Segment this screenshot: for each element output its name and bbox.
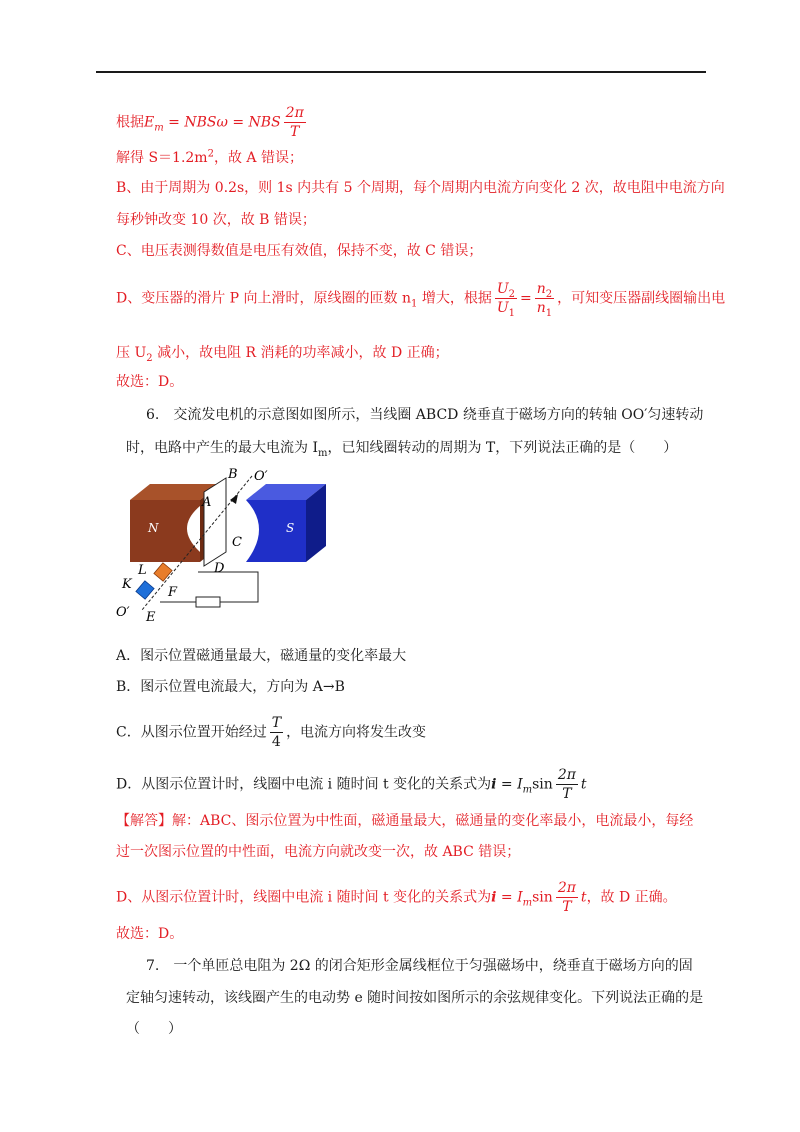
line7-tail: 减小，故电阻 R 消耗的功率减小，故 D 正确； — [152, 345, 449, 361]
solution-answer-prev: 故选：D。 — [116, 374, 184, 390]
ans-sin: sin — [532, 889, 553, 906]
u-num-sub: 2 — [508, 288, 516, 300]
label-f: F — [168, 585, 178, 600]
ans-eq: = I — [496, 889, 523, 906]
optd-sin: sin — [532, 776, 553, 793]
q6-stem2-tail: ，已知线圈转动的周期为 T，下列说法正确的是（ ） — [327, 440, 678, 456]
answer-text-1: 解：ABC、图示位置为中性面，磁通量最大，磁通量的变化率最小，电流最小，每经 — [172, 813, 694, 829]
label-n: N — [148, 521, 159, 535]
q7-stem-line-3: （ ） — [126, 1021, 182, 1037]
label-a: A — [202, 495, 212, 510]
n-num-sub: 2 — [545, 288, 553, 300]
line6-tail: ，可知变压器副线圈输出电 — [557, 290, 726, 307]
resistor — [196, 597, 220, 607]
ratio-eq: = — [520, 290, 532, 307]
formula-mid: = NBSω = NBS — [163, 114, 281, 131]
optd-i: i — [491, 776, 497, 793]
generator-diagram — [112, 466, 332, 626]
ans-t: t — [580, 889, 587, 906]
ans-i: i — [491, 889, 497, 906]
line2-sup: 2 — [207, 148, 214, 160]
optd-fraction — [556, 766, 578, 803]
slip-ring-l — [154, 563, 172, 581]
q6-option-b: B．图示位置电流最大，方向为 A→B — [116, 679, 345, 695]
formula-em-line — [116, 104, 309, 141]
label-s: S — [286, 521, 295, 535]
fraction-2pi-T — [284, 104, 306, 141]
line6-sub: 1 — [411, 298, 418, 310]
optc-fraction — [270, 714, 283, 751]
solution-line-2 — [116, 148, 303, 168]
frac-den: T — [290, 124, 300, 140]
optd-eq: = I — [496, 776, 523, 793]
optd-sub: m — [522, 784, 533, 796]
coil-abcd — [204, 478, 226, 566]
ans-sub: m — [522, 897, 533, 909]
n-num: n — [536, 281, 546, 297]
optd-text: D．从图示位置计时，线圈中电流 i 随时间 t 变化的关系式为 — [116, 776, 492, 793]
brush-k — [136, 581, 154, 599]
q6-stem-line-1: 6. 交流发电机的示意图如图所示，当线圈 ABCD 绕垂直于磁场方向的转轴 OO′匀速转动 — [146, 407, 704, 423]
line6-mid: 增大，根据 — [417, 290, 492, 307]
ans-num: 2π — [557, 880, 576, 896]
answer3-tail: ，故 D 正确。 — [586, 889, 677, 906]
line6-text: D、变压器的滑片 P 向上滑时，原线圈的匝数 n — [116, 290, 412, 307]
line2-tail: ，故 A 错误； — [213, 150, 303, 166]
solution-line-5: C、电压表测得数值是电压有效值，保持不变，故 C 错误； — [116, 243, 483, 259]
u-num: U — [496, 281, 509, 297]
rotation-arrow — [230, 494, 238, 504]
optc-num: T — [271, 715, 282, 731]
ans-den: T — [562, 899, 572, 915]
label-l: L — [138, 563, 147, 578]
q7-stem-line-2: 定轴匀速转动，该线圈产生的电动势 e 随时间按如图所示的余弦规律变化。下列说法正确的是 — [126, 990, 704, 1006]
n-den-sub: 1 — [545, 307, 553, 319]
u-den-sub: 1 — [508, 307, 516, 319]
line7-text: 压 U — [116, 345, 147, 361]
em-symbol: E — [144, 114, 155, 131]
optd-num: 2π — [557, 767, 576, 783]
q6-stem2-sub: m — [317, 447, 328, 459]
label-e: E — [146, 610, 156, 625]
label-b: B — [228, 467, 238, 482]
q6-option-a: A．图示位置磁通量最大，磁通量的变化率最大 — [116, 648, 407, 664]
q6-answer-line-3 — [116, 879, 677, 916]
n-den: n — [536, 300, 546, 316]
formula-prefix: 根据 — [116, 114, 144, 131]
header-rule — [96, 71, 706, 73]
ratio-u2-u1 — [495, 280, 517, 317]
optd-den: T — [562, 786, 572, 802]
optc-tail: ，电流方向将发生改变 — [286, 724, 427, 741]
q7-stem-line-1: 7. 一个单匝总电阻为 2Ω 的闭合矩形金属线框位于匀强磁场中，绕垂直于磁场方向的固 — [146, 958, 693, 974]
solution-line-4: 每秒钟改变 10 次，故 B 错误； — [116, 212, 316, 228]
label-c: C — [232, 535, 242, 550]
line2-text: 解得 S＝1.2m — [116, 150, 208, 166]
q6-answer-line-2: 过一次图示位置的中性面，电流方向就改变一次，故 ABC 错误； — [116, 844, 521, 860]
label-o-bottom: O′ — [116, 605, 130, 620]
answer3-text: D、从图示位置计时，线圈中电流 i 随时间 t 变化的关系式为 — [116, 889, 492, 906]
frac-num: 2π — [285, 105, 304, 121]
q6-option-d — [116, 766, 587, 803]
line7-sub: 2 — [146, 352, 153, 364]
q6-stem-line-2 — [126, 438, 677, 458]
u-den: U — [496, 300, 509, 316]
ratio-n2-n1 — [535, 280, 554, 317]
q6-option-c — [116, 714, 426, 751]
solution-line-6 — [116, 280, 725, 317]
answer-tag: 【解答】 — [116, 813, 172, 829]
label-d: D — [214, 561, 225, 576]
optd-t: t — [580, 776, 587, 793]
em-sub: m — [154, 122, 164, 134]
solution-line-3: B、由于周期为 0.2s，则 1s 内共有 5 个周期，每个周期内电流方向变化 2 次，故电阻中电流方向 — [116, 180, 725, 196]
q6-final-answer: 故选：D。 — [116, 926, 184, 942]
ans-fraction — [556, 879, 578, 916]
optc-den: 4 — [271, 734, 281, 750]
solution-line-7 — [116, 343, 449, 363]
label-k: K — [122, 577, 132, 592]
q6-answer-line-1 — [116, 811, 693, 831]
optc-text: C．从图示位置开始经过 — [116, 724, 267, 741]
q6-stem2-text: 时，电路中产生的最大电流为 I — [126, 440, 318, 456]
label-o-top: O′ — [254, 469, 268, 484]
